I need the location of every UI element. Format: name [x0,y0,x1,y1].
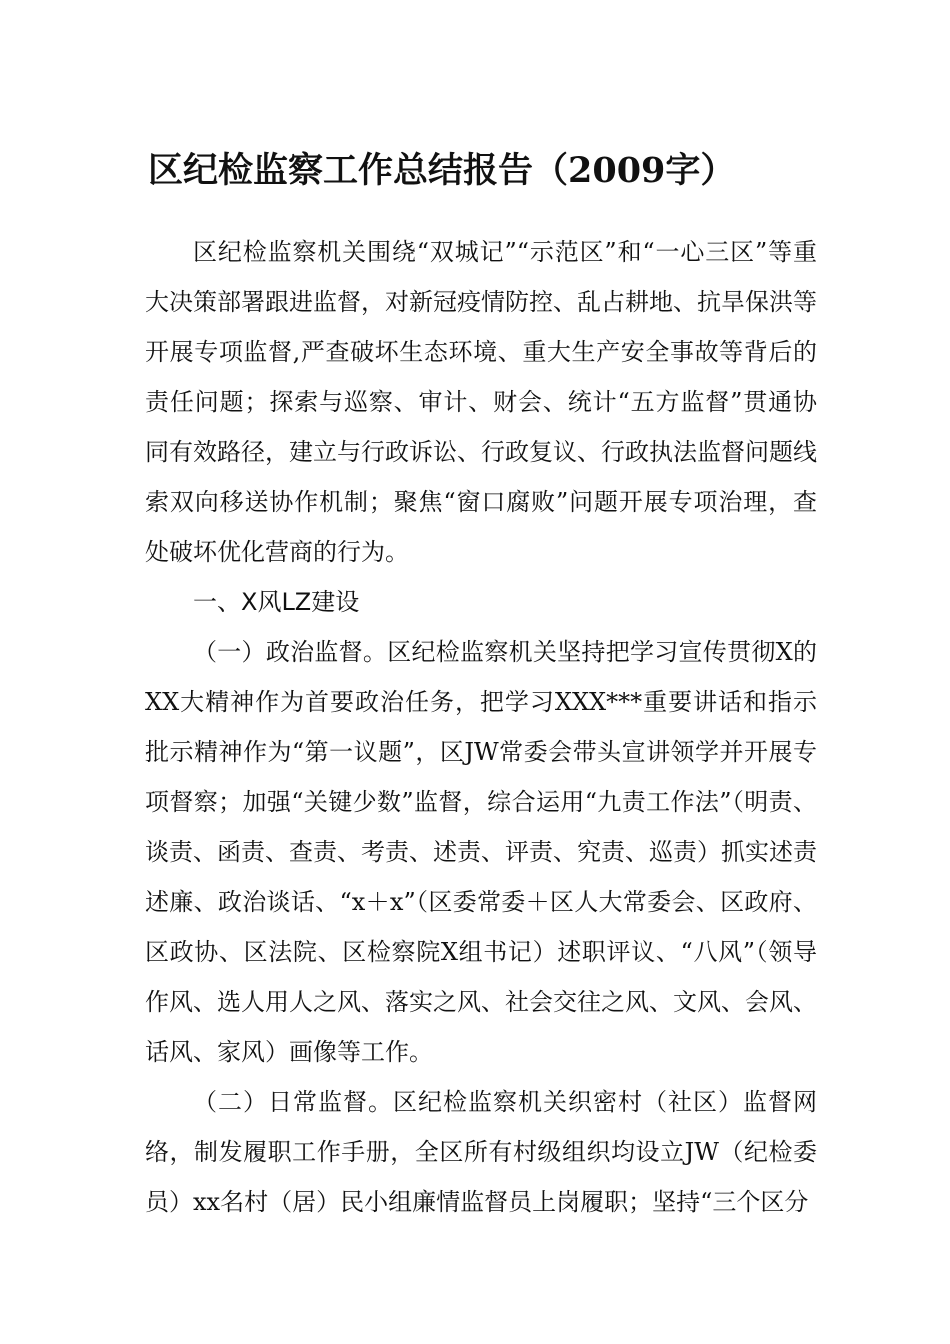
document-title: 区纪检监察工作总结报告（2009字） [148,150,736,191]
document-body [145,227,817,1227]
section-heading: 一、X风LZ建设 [193,588,360,616]
intro-paragraph: 区纪检监察机关围绕“双城记”“示范区”和“一心三区”等重大决策部署跟进监督，对新冠疫情防控、乱占耕地、抗旱保洪等开展专项监督,严查破坏生态环境、重大生产安全事故等背后的责任问题；探索与巡察、审计、财会、统计“五方监督”贯通协同有效路径，建立与行政诉讼、行政复议、行政执法监督问题线索双向移送协作机制；聚焦“窗口腐败”问题开展专项治理，查处破坏优化营商的行为。 [145,238,817,566]
political-supervision-paragraph: （一）政治监督。区纪检监察机关坚持把学习宣传贯彻X的XX大精神作为首要政治任务，把学习XXX***重要讲话和指示批示精神作为“第一议题”，区JW常委会带头宣讲领学并开展专项督察；加强“关键少数”监督，综合运用“九责工作法”（明责、谈责、函责、查责、考责、述责、评责、究责、巡责）抓实述责述廉、政治谈话、“x＋x”（区委常委＋区人大常委会、区政府、区政协、区法院、区检察院X组书记）述职评议、“八风”（领导作风、选人用人之风、落实之风、社会交往之风、文风、会风、话风、家风）画像等工作。 [145,638,817,1066]
daily-supervision-paragraph: （二）日常监督。区纪检监察机关织密村（社区）监督网络，制发履职工作手册，全区所有村级组织均设立JW（纪检委员）xx名村（居）民小组廉情监督员上岗履职；坚持“三个区分 [145,1088,817,1216]
